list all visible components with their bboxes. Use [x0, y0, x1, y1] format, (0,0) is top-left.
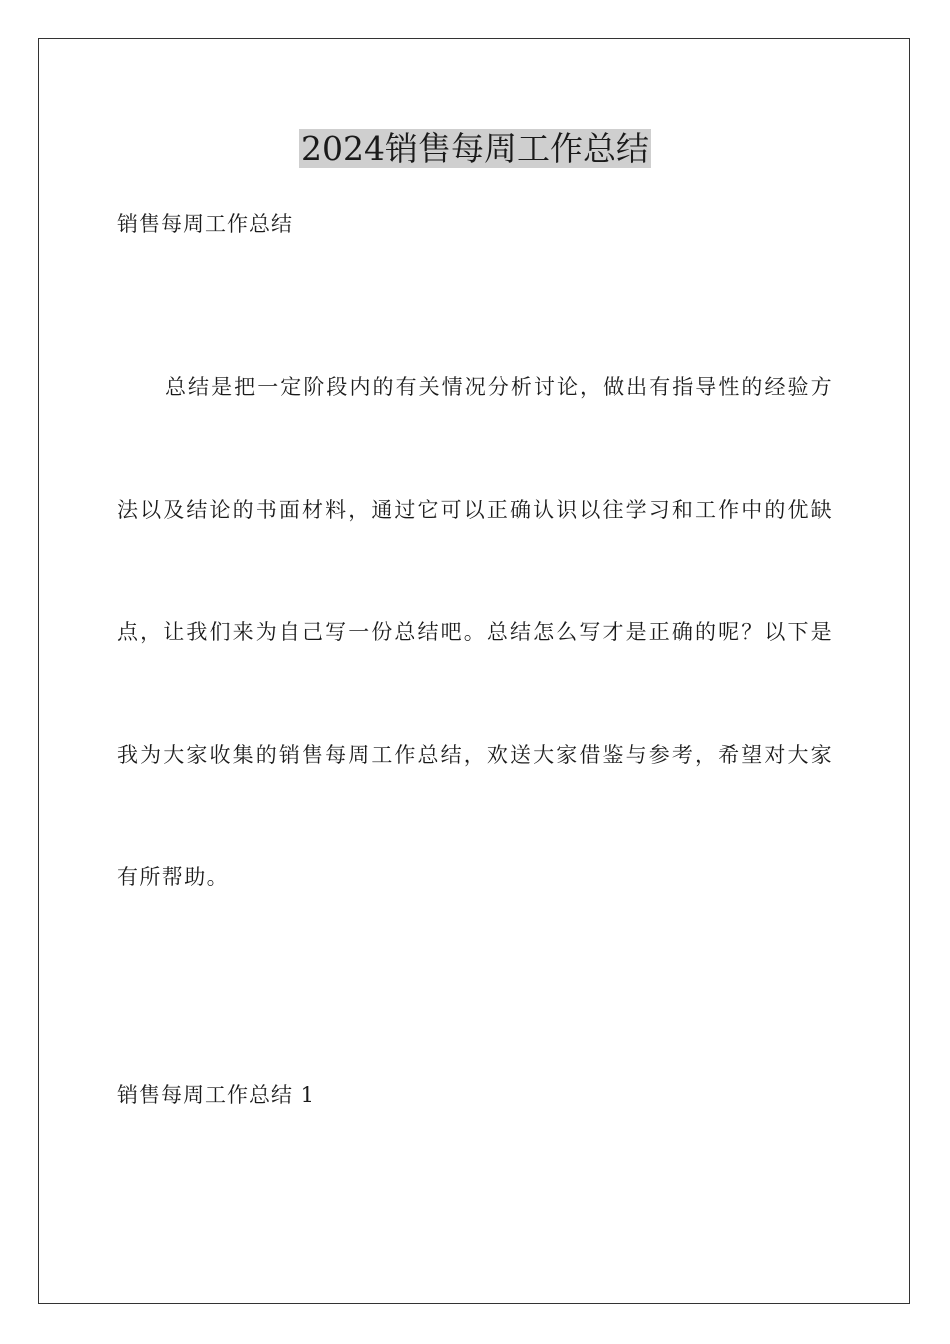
title-highlight: 2024销售每周工作总结: [301, 129, 649, 168]
intro-paragraph: 总结是把一定阶段内的有关情况分析讨论，做出有指导性的经验方法以及结论的书面材料，通过它可以正确认识以往学习和工作中的优缺点，让我们来为自己写一份总结吧。总结怎么写才是正确的呢？以下是我为大家收集的销售每周工作总结，欢送大家借鉴与参考，希望对大家有所帮助。: [117, 375, 833, 889]
document-title: [0, 124, 950, 174]
document-subtitle: 销售每周工作总结: [117, 212, 293, 236]
section-heading: 销售每周工作总结 1: [117, 1083, 316, 1107]
